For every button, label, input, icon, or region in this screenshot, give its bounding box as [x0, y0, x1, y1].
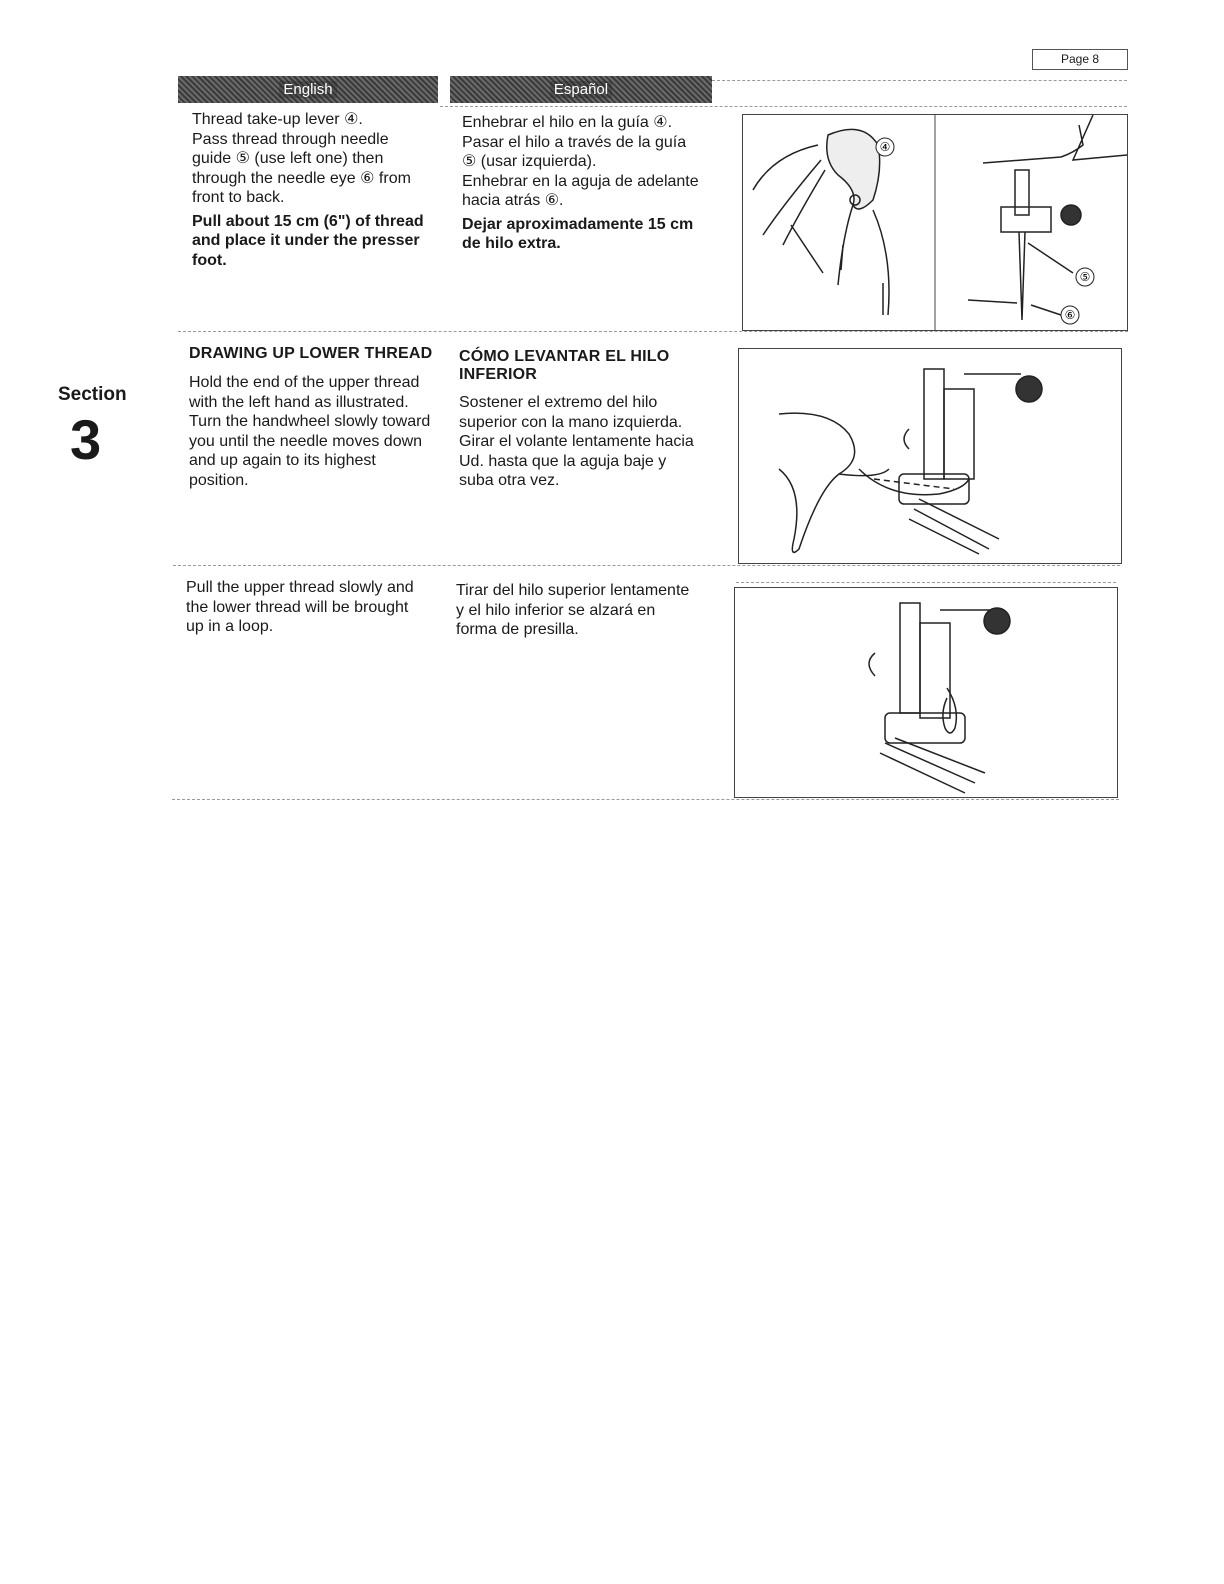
step1-english	[192, 110, 432, 270]
step3-figure	[734, 587, 1118, 798]
step2-en-heading: DRAWING UP LOWER THREAD	[189, 345, 433, 362]
spanish-header-label: Español	[550, 81, 612, 98]
step3-spanish	[456, 581, 699, 640]
step1-spanish	[462, 113, 704, 254]
step2-figure	[738, 348, 1122, 564]
divider-1	[178, 331, 1128, 332]
step3-fig-top-rule	[736, 582, 1116, 583]
step3-en-line1: Pull the upper thread slowly and the lower thread will be brought up in a loop.	[186, 579, 414, 635]
label-4: ④	[879, 140, 891, 154]
step1-en-line2: Pass thread through needle guide ⑤ (use left one) then through the needle eye ⑥ from front to back.	[192, 130, 411, 206]
header-gap	[438, 76, 450, 103]
english-header-label: English	[279, 81, 336, 98]
step2-es-heading: CÓMO LEVANTAR EL HILO INFERIOR	[459, 348, 670, 383]
step3-english	[186, 578, 427, 637]
step2-es-line1: Sostener el extremo del hilo superior con la mano izquierda.	[459, 394, 683, 431]
step2-en-line2: Turn the handwheel slowly toward you until the needle moves down and up again to its highest position.	[189, 413, 431, 489]
step1-figure	[742, 114, 1128, 331]
header-rule	[712, 80, 1127, 81]
section-number: 3	[70, 408, 102, 471]
page-number: Page 8	[1032, 49, 1128, 70]
label-6: ⑥	[1064, 308, 1076, 322]
divider-3	[172, 799, 1119, 800]
label-5: ⑤	[1079, 270, 1091, 284]
step1-es-line2: Pasar el hilo a través de la guía ⑤ (usar izquierda).	[462, 133, 687, 170]
step2-es-line2: Girar el volante lentamente hacia Ud. hasta que la aguja baje y suba otra vez.	[459, 433, 694, 489]
step2-english	[189, 345, 434, 490]
step2-en-line1: Hold the end of the upper thread with the left hand as illustrated.	[189, 374, 420, 411]
step1-en-line1: Thread take-up lever ④.	[192, 111, 363, 128]
step1-es-line1: Enhebrar el hilo en la guía ④.	[462, 114, 673, 131]
step1-es-bold: Dejar aproximadamente 15 cm de hilo extra.	[462, 215, 694, 252]
step3-es-line1: Tirar del hilo superior lentamente y el hilo inferior se alzará en forma de presilla.	[456, 582, 690, 638]
step1-es-line3: Enhebrar en la aguja de adelante hacia atrás ⑥.	[462, 172, 699, 209]
english-header	[178, 76, 438, 103]
section-label: Section	[58, 384, 127, 405]
divider-2	[173, 565, 1120, 566]
spanish-header	[450, 76, 712, 103]
header-underline	[440, 106, 1127, 107]
step2-spanish	[459, 348, 705, 491]
step1-en-bold: Pull about 15 cm (6") of thread and place it under the presser foot.	[192, 212, 424, 269]
